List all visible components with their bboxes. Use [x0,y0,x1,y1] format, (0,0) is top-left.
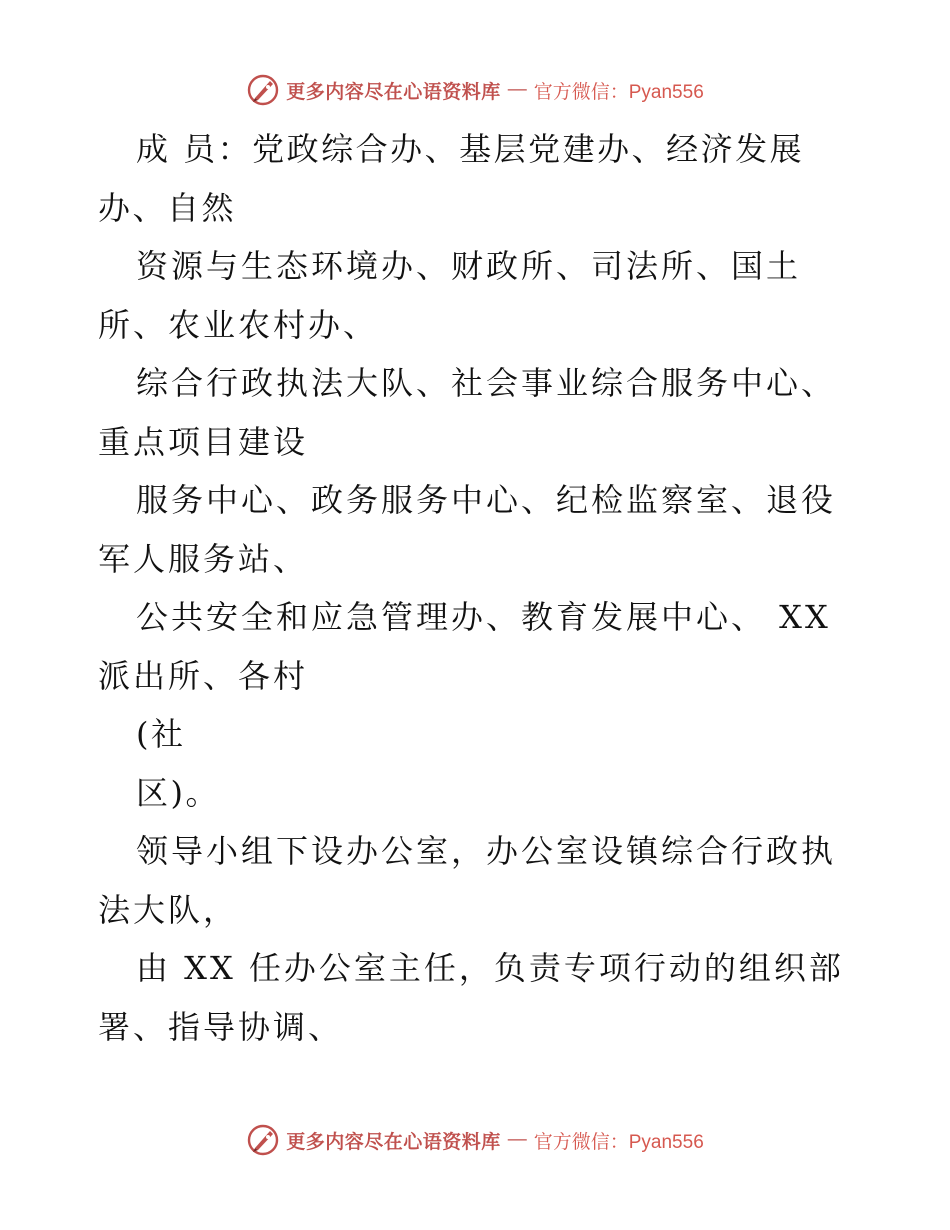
banner-dash: — [507,79,527,100]
banner-main-text: 更多内容尽在心语资料库 [286,80,501,103]
header-watermark-banner [0,70,950,110]
paragraph-office: 领导小组下设办公室，办公室设镇综合行政执法大队， [98,832,837,929]
paragraph-director: 由 XX 任办公室主任，负责专项行动的组织部署、指导协调、 [98,949,844,1046]
paragraph-members: 成 员：党政综合办、基层党建办、经济发展办、自然 [98,130,805,227]
quill-pen-logo-icon [246,73,280,107]
banner-suffix-text: 官方微信：Pyan556 [533,1131,704,1153]
quill-pen-logo-icon [246,1123,280,1157]
banner-suffix-text: 官方微信：Pyan556 [533,81,704,103]
document-body [98,120,858,1056]
paragraph-members-cont-2: 综合行政执法大队、社会事业综合服务中心、重点项目建设 [98,364,837,461]
banner-main-text: 更多内容尽在心语资料库 [286,1130,501,1153]
paragraph-community-close: 区)。 [136,773,220,812]
paragraph-members-cont-3: 服务中心、政务服务中心、纪检监察室、退役军人服务站、 [98,481,837,578]
banner-dash: — [507,1129,527,1150]
paragraph-members-cont-4: 公共安全和应急管理办、教育发展中心、 XX 派出所、各村 [98,598,831,695]
footer-watermark-banner [0,1120,950,1160]
paragraph-members-cont-1: 资源与生态环境办、财政所、司法所、国土所、农业农村办、 [98,247,802,344]
paragraph-community-open: (社 [136,715,186,753]
